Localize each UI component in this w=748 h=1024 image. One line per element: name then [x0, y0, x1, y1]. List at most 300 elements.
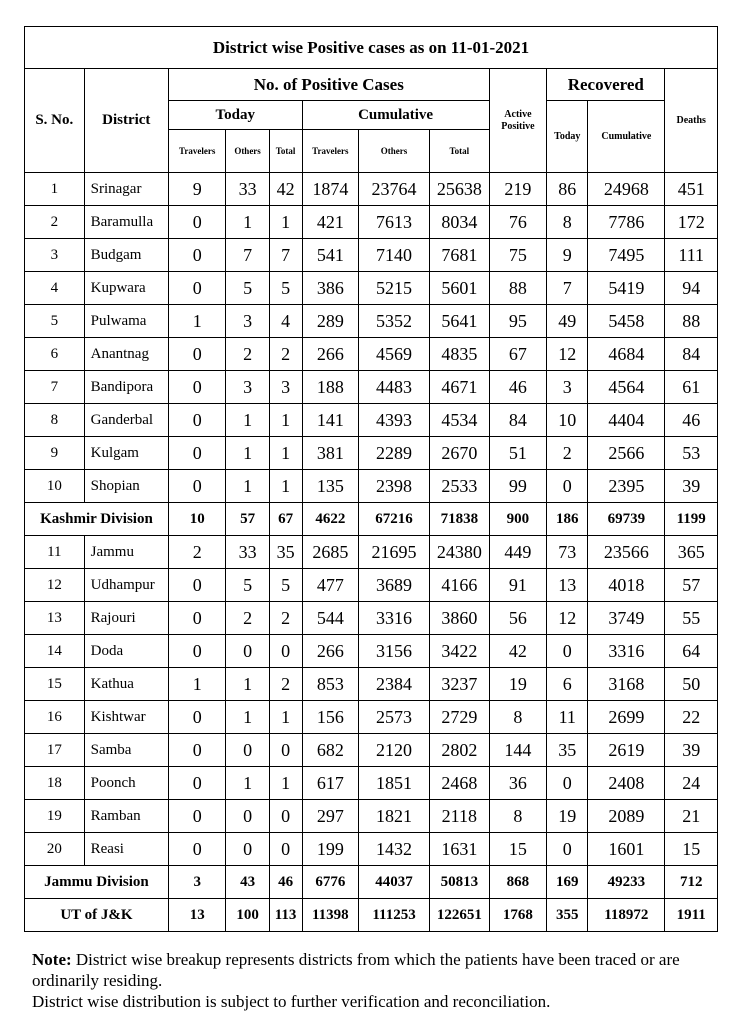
cell-recovered-today: 9 — [547, 239, 588, 272]
table-row — [25, 437, 718, 470]
cell-cumulative-total: 2729 — [430, 701, 490, 734]
cell-deaths: 451 — [665, 173, 718, 206]
cell-recovered-cumulative: 4684 — [588, 338, 665, 371]
cell-today-total: 2 — [269, 602, 302, 635]
cell-recovered-today: 6 — [547, 668, 588, 701]
cell-deaths: 64 — [665, 635, 718, 668]
cell-recovered-today: 8 — [547, 206, 588, 239]
table-row — [25, 635, 718, 668]
cell-recovered-today: 12 — [547, 338, 588, 371]
cell-cumulative-travelers: 544 — [302, 602, 359, 635]
cell-active-positive: 449 — [489, 536, 547, 569]
cell-recovered-cumulative: 118972 — [588, 899, 665, 932]
cell-cumulative-total: 4835 — [430, 338, 490, 371]
cell-recovered-today: 0 — [547, 635, 588, 668]
cell-today-others: 1 — [226, 470, 269, 503]
cell-cumulative-others: 2384 — [359, 668, 430, 701]
cell-sno: 17 — [25, 734, 85, 767]
table-row — [25, 668, 718, 701]
cell-sno: 15 — [25, 668, 85, 701]
cell-cumulative-travelers: 421 — [302, 206, 359, 239]
cell-sno: 20 — [25, 833, 85, 866]
table-body — [25, 27, 718, 932]
cell-district: Samba — [84, 734, 168, 767]
cell-today-travelers: 3 — [168, 866, 226, 899]
cell-cumulative-total: 24380 — [430, 536, 490, 569]
cell-active-positive: 88 — [489, 272, 547, 305]
cell-cumulative-travelers: 477 — [302, 569, 359, 602]
cell-active-positive: 144 — [489, 734, 547, 767]
cell-district: Kulgam — [84, 437, 168, 470]
cell-cumulative-others: 5215 — [359, 272, 430, 305]
cell-district: Kishtwar — [84, 701, 168, 734]
cell-recovered-cumulative: 23566 — [588, 536, 665, 569]
cell-active-positive: 99 — [489, 470, 547, 503]
cell-deaths: 61 — [665, 371, 718, 404]
cell-district: Baramulla — [84, 206, 168, 239]
cell-today-others: 7 — [226, 239, 269, 272]
cell-recovered-today: 86 — [547, 173, 588, 206]
cell-recovered-today: 73 — [547, 536, 588, 569]
cell-cumulative-others: 21695 — [359, 536, 430, 569]
cell-cumulative-travelers: 386 — [302, 272, 359, 305]
cell-recovered-today: 0 — [547, 470, 588, 503]
cell-today-travelers: 0 — [168, 701, 226, 734]
cell-cumulative-others: 4393 — [359, 404, 430, 437]
cell-sno: 6 — [25, 338, 85, 371]
cell-cumulative-total: 5641 — [430, 305, 490, 338]
cell-recovered-cumulative: 2566 — [588, 437, 665, 470]
cell-district: Kupwara — [84, 272, 168, 305]
cell-deaths: 22 — [665, 701, 718, 734]
header-cumulative-others: Others — [359, 130, 430, 173]
cell-today-others: 33 — [226, 173, 269, 206]
table-row — [25, 734, 718, 767]
cell-today-travelers: 0 — [168, 437, 226, 470]
cell-recovered-today: 0 — [547, 767, 588, 800]
cell-cumulative-travelers: 682 — [302, 734, 359, 767]
cell-recovered-cumulative: 4018 — [588, 569, 665, 602]
cell-active-positive: 56 — [489, 602, 547, 635]
cell-district: Doda — [84, 635, 168, 668]
table-row — [25, 371, 718, 404]
cell-cumulative-total: 2118 — [430, 800, 490, 833]
cell-cumulative-others: 3156 — [359, 635, 430, 668]
header-today-travelers: Travelers — [168, 130, 226, 173]
cell-today-travelers: 0 — [168, 404, 226, 437]
cell-today-travelers: 0 — [168, 239, 226, 272]
cell-deaths: 46 — [665, 404, 718, 437]
cell-today-travelers: 0 — [168, 272, 226, 305]
header-positive-cases: No. of Positive Cases — [168, 69, 489, 101]
cell-deaths: 172 — [665, 206, 718, 239]
cell-recovered-cumulative: 2089 — [588, 800, 665, 833]
table-row — [25, 833, 718, 866]
table-row — [25, 173, 718, 206]
cell-today-travelers: 10 — [168, 503, 226, 536]
cell-cumulative-others: 5352 — [359, 305, 430, 338]
cell-recovered-today: 3 — [547, 371, 588, 404]
cell-today-travelers: 0 — [168, 734, 226, 767]
cell-recovered-cumulative: 3168 — [588, 668, 665, 701]
cell-deaths: 50 — [665, 668, 718, 701]
kashmir-division-total-row — [25, 503, 718, 536]
header-deaths: Deaths — [665, 69, 718, 173]
cell-today-total: 1 — [269, 437, 302, 470]
cell-district: Kathua — [84, 668, 168, 701]
cell-today-total: 67 — [269, 503, 302, 536]
cell-today-total: 46 — [269, 866, 302, 899]
cell-today-total: 0 — [269, 734, 302, 767]
cell-active-positive: 8 — [489, 800, 547, 833]
cell-cumulative-others: 67216 — [359, 503, 430, 536]
cell-sno: 1 — [25, 173, 85, 206]
cell-cumulative-total: 1631 — [430, 833, 490, 866]
cell-today-others: 3 — [226, 371, 269, 404]
cell-deaths: 21 — [665, 800, 718, 833]
cell-sno: 14 — [25, 635, 85, 668]
cell-district: Jammu — [84, 536, 168, 569]
cell-district: Poonch — [84, 767, 168, 800]
cell-today-travelers: 0 — [168, 800, 226, 833]
ut-total-row — [25, 899, 718, 932]
table-row — [25, 404, 718, 437]
cell-cumulative-travelers: 6776 — [302, 866, 359, 899]
cell-today-others: 0 — [226, 734, 269, 767]
cell-active-positive: 19 — [489, 668, 547, 701]
cell-deaths: 94 — [665, 272, 718, 305]
cell-cumulative-travelers: 381 — [302, 437, 359, 470]
cell-today-total: 3 — [269, 371, 302, 404]
cell-recovered-today: 169 — [547, 866, 588, 899]
cell-cumulative-travelers: 541 — [302, 239, 359, 272]
cell-recovered-cumulative: 2699 — [588, 701, 665, 734]
cell-cumulative-travelers: 289 — [302, 305, 359, 338]
note-text-1: District wise breakup represents districts from which the patients have been traced or are ordinarily residing. — [32, 950, 680, 990]
cell-cumulative-others: 111253 — [359, 899, 430, 932]
cell-today-travelers: 0 — [168, 833, 226, 866]
cell-sno: 10 — [25, 470, 85, 503]
cell-active-positive: 91 — [489, 569, 547, 602]
header-today: Today — [168, 101, 302, 130]
cell-cumulative-travelers: 199 — [302, 833, 359, 866]
cell-recovered-cumulative: 3749 — [588, 602, 665, 635]
cell-cumulative-others: 4569 — [359, 338, 430, 371]
cell-today-total: 7 — [269, 239, 302, 272]
cell-today-others: 0 — [226, 833, 269, 866]
cell-cumulative-total: 8034 — [430, 206, 490, 239]
cell-today-others: 1 — [226, 206, 269, 239]
cell-today-travelers: 0 — [168, 206, 226, 239]
cell-today-travelers: 1 — [168, 668, 226, 701]
cell-cumulative-travelers: 617 — [302, 767, 359, 800]
cell-sno: 9 — [25, 437, 85, 470]
cell-cumulative-others: 2573 — [359, 701, 430, 734]
table-row — [25, 536, 718, 569]
cell-today-others: 33 — [226, 536, 269, 569]
cell-recovered-cumulative: 2395 — [588, 470, 665, 503]
cell-cumulative-travelers: 297 — [302, 800, 359, 833]
cell-active-positive: 84 — [489, 404, 547, 437]
cell-district: Reasi — [84, 833, 168, 866]
cell-cumulative-others: 3689 — [359, 569, 430, 602]
cell-sno: 5 — [25, 305, 85, 338]
cell-recovered-cumulative: 5458 — [588, 305, 665, 338]
cell-cumulative-others: 1821 — [359, 800, 430, 833]
cell-cumulative-travelers: 266 — [302, 635, 359, 668]
cell-today-total: 0 — [269, 800, 302, 833]
cell-recovered-cumulative: 7786 — [588, 206, 665, 239]
cell-today-others: 5 — [226, 272, 269, 305]
cell-recovered-today: 11 — [547, 701, 588, 734]
cell-today-total: 42 — [269, 173, 302, 206]
cell-recovered-cumulative: 4564 — [588, 371, 665, 404]
cell-today-travelers: 0 — [168, 338, 226, 371]
cell-district: Budgam — [84, 239, 168, 272]
cell-total-label: UT of J&K — [25, 899, 169, 932]
cell-today-travelers: 0 — [168, 371, 226, 404]
note-label: Note: — [32, 950, 72, 969]
note-line-2: District wise distribution is subject to further verification and reconciliation. — [32, 992, 551, 1011]
header-recovered-today: Today — [547, 101, 588, 173]
cell-deaths: 39 — [665, 470, 718, 503]
cell-today-others: 1 — [226, 404, 269, 437]
cell-sno: 12 — [25, 569, 85, 602]
cell-cumulative-travelers: 4622 — [302, 503, 359, 536]
table-row — [25, 272, 718, 305]
cell-today-total: 2 — [269, 338, 302, 371]
table-row — [25, 701, 718, 734]
cell-active-positive: 51 — [489, 437, 547, 470]
cell-active-positive: 75 — [489, 239, 547, 272]
cell-today-total: 1 — [269, 767, 302, 800]
cell-today-total: 0 — [269, 833, 302, 866]
cell-recovered-cumulative: 4404 — [588, 404, 665, 437]
cell-cumulative-others: 2398 — [359, 470, 430, 503]
cell-active-positive: 36 — [489, 767, 547, 800]
cell-cumulative-total: 7681 — [430, 239, 490, 272]
cell-recovered-cumulative: 5419 — [588, 272, 665, 305]
cell-today-others: 5 — [226, 569, 269, 602]
cell-recovered-today: 0 — [547, 833, 588, 866]
cell-today-others: 3 — [226, 305, 269, 338]
cell-cumulative-total: 4534 — [430, 404, 490, 437]
cell-cumulative-others: 1432 — [359, 833, 430, 866]
cell-deaths: 24 — [665, 767, 718, 800]
cell-district: Rajouri — [84, 602, 168, 635]
cell-today-total: 4 — [269, 305, 302, 338]
cell-sno: 18 — [25, 767, 85, 800]
cell-cumulative-travelers: 188 — [302, 371, 359, 404]
cell-active-positive: 42 — [489, 635, 547, 668]
cell-today-travelers: 9 — [168, 173, 226, 206]
cell-district: Shopian — [84, 470, 168, 503]
cell-deaths: 365 — [665, 536, 718, 569]
cell-sno: 8 — [25, 404, 85, 437]
cell-cumulative-travelers: 1874 — [302, 173, 359, 206]
cell-recovered-cumulative: 49233 — [588, 866, 665, 899]
cell-today-total: 35 — [269, 536, 302, 569]
table-row — [25, 239, 718, 272]
cell-total-label: Jammu Division — [25, 866, 169, 899]
cell-today-travelers: 0 — [168, 569, 226, 602]
cell-today-total: 1 — [269, 470, 302, 503]
cell-recovered-today: 19 — [547, 800, 588, 833]
cell-sno: 2 — [25, 206, 85, 239]
cell-recovered-today: 355 — [547, 899, 588, 932]
header-today-others: Others — [226, 130, 269, 173]
table-row — [25, 569, 718, 602]
cell-sno: 16 — [25, 701, 85, 734]
cell-sno: 11 — [25, 536, 85, 569]
cell-deaths: 712 — [665, 866, 718, 899]
cell-today-others: 0 — [226, 800, 269, 833]
cell-deaths: 111 — [665, 239, 718, 272]
cell-cumulative-others: 3316 — [359, 602, 430, 635]
cell-sno: 7 — [25, 371, 85, 404]
footnote — [32, 949, 722, 1012]
cell-recovered-today: 12 — [547, 602, 588, 635]
cell-today-total: 5 — [269, 272, 302, 305]
header-recovered-cumulative: Cumulative — [588, 101, 665, 173]
cell-recovered-today: 186 — [547, 503, 588, 536]
cell-recovered-today: 35 — [547, 734, 588, 767]
table-row — [25, 602, 718, 635]
header-district: District — [84, 69, 168, 173]
cell-today-travelers: 1 — [168, 305, 226, 338]
cell-active-positive: 868 — [489, 866, 547, 899]
cell-active-positive: 900 — [489, 503, 547, 536]
cell-recovered-cumulative: 2619 — [588, 734, 665, 767]
cell-total-label: Kashmir Division — [25, 503, 169, 536]
cell-cumulative-travelers: 266 — [302, 338, 359, 371]
cell-deaths: 1911 — [665, 899, 718, 932]
cell-deaths: 39 — [665, 734, 718, 767]
cell-deaths: 57 — [665, 569, 718, 602]
cell-cumulative-others: 2120 — [359, 734, 430, 767]
cell-recovered-today: 2 — [547, 437, 588, 470]
table-row — [25, 470, 718, 503]
cell-cumulative-travelers: 853 — [302, 668, 359, 701]
cell-today-others: 2 — [226, 602, 269, 635]
jammu-division-total-row — [25, 866, 718, 899]
cell-district: Ganderbal — [84, 404, 168, 437]
header-today-total: Total — [269, 130, 302, 173]
cell-district: Ramban — [84, 800, 168, 833]
cell-today-total: 2 — [269, 668, 302, 701]
cell-active-positive: 95 — [489, 305, 547, 338]
header-recovered: Recovered — [547, 69, 665, 101]
cell-cumulative-travelers: 156 — [302, 701, 359, 734]
cell-deaths: 1199 — [665, 503, 718, 536]
cell-cumulative-others: 23764 — [359, 173, 430, 206]
cell-today-total: 1 — [269, 206, 302, 239]
cell-cumulative-others: 1851 — [359, 767, 430, 800]
cell-cumulative-others: 44037 — [359, 866, 430, 899]
cell-cumulative-total: 25638 — [430, 173, 490, 206]
cell-district: Anantnag — [84, 338, 168, 371]
cell-district: Bandipora — [84, 371, 168, 404]
cell-cumulative-total: 50813 — [430, 866, 490, 899]
cell-today-travelers: 0 — [168, 602, 226, 635]
cell-active-positive: 67 — [489, 338, 547, 371]
cell-active-positive: 1768 — [489, 899, 547, 932]
cell-deaths: 88 — [665, 305, 718, 338]
cell-cumulative-total: 2670 — [430, 437, 490, 470]
cell-today-travelers: 0 — [168, 470, 226, 503]
cell-today-total: 113 — [269, 899, 302, 932]
cell-recovered-today: 7 — [547, 272, 588, 305]
cell-today-others: 1 — [226, 668, 269, 701]
table-title: District wise Positive cases as on 11-01-2021 — [25, 27, 718, 69]
cell-today-others: 2 — [226, 338, 269, 371]
cell-today-total: 1 — [269, 701, 302, 734]
cell-district: Pulwama — [84, 305, 168, 338]
cell-cumulative-total: 2802 — [430, 734, 490, 767]
cell-cumulative-travelers: 135 — [302, 470, 359, 503]
cell-today-others: 1 — [226, 437, 269, 470]
header-cumulative-travelers: Travelers — [302, 130, 359, 173]
cell-recovered-cumulative: 24968 — [588, 173, 665, 206]
cell-today-others: 43 — [226, 866, 269, 899]
cell-recovered-cumulative: 69739 — [588, 503, 665, 536]
cell-today-total: 5 — [269, 569, 302, 602]
table-row — [25, 305, 718, 338]
cell-cumulative-others: 4483 — [359, 371, 430, 404]
cell-deaths: 53 — [665, 437, 718, 470]
note-line-1 — [32, 949, 722, 991]
header-cumulative: Cumulative — [302, 101, 489, 130]
cell-recovered-today: 49 — [547, 305, 588, 338]
cell-active-positive: 8 — [489, 701, 547, 734]
cell-cumulative-total: 71838 — [430, 503, 490, 536]
cell-active-positive: 15 — [489, 833, 547, 866]
cell-today-others: 100 — [226, 899, 269, 932]
cell-cumulative-travelers: 2685 — [302, 536, 359, 569]
cell-district: Srinagar — [84, 173, 168, 206]
table-row — [25, 800, 718, 833]
cell-cumulative-total: 3237 — [430, 668, 490, 701]
table-row — [25, 206, 718, 239]
header-active-positive: Active Positive — [489, 69, 547, 173]
cell-cumulative-total: 3860 — [430, 602, 490, 635]
cell-today-travelers: 0 — [168, 635, 226, 668]
cell-cumulative-travelers: 11398 — [302, 899, 359, 932]
cell-recovered-cumulative: 1601 — [588, 833, 665, 866]
cell-active-positive: 76 — [489, 206, 547, 239]
cell-cumulative-total: 5601 — [430, 272, 490, 305]
cell-cumulative-total: 3422 — [430, 635, 490, 668]
cell-cumulative-total: 2533 — [430, 470, 490, 503]
cell-cumulative-total: 4671 — [430, 371, 490, 404]
cell-today-others: 57 — [226, 503, 269, 536]
cell-deaths: 84 — [665, 338, 718, 371]
cell-cumulative-total: 122651 — [430, 899, 490, 932]
cell-cumulative-total: 4166 — [430, 569, 490, 602]
cell-cumulative-total: 2468 — [430, 767, 490, 800]
cell-cumulative-others: 2289 — [359, 437, 430, 470]
cell-today-others: 1 — [226, 701, 269, 734]
cell-district: Udhampur — [84, 569, 168, 602]
cell-today-others: 1 — [226, 767, 269, 800]
table-row — [25, 767, 718, 800]
cell-recovered-today: 10 — [547, 404, 588, 437]
cell-active-positive: 46 — [489, 371, 547, 404]
cell-deaths: 15 — [665, 833, 718, 866]
cell-cumulative-others: 7140 — [359, 239, 430, 272]
cell-cumulative-others: 7613 — [359, 206, 430, 239]
cell-today-total: 1 — [269, 404, 302, 437]
